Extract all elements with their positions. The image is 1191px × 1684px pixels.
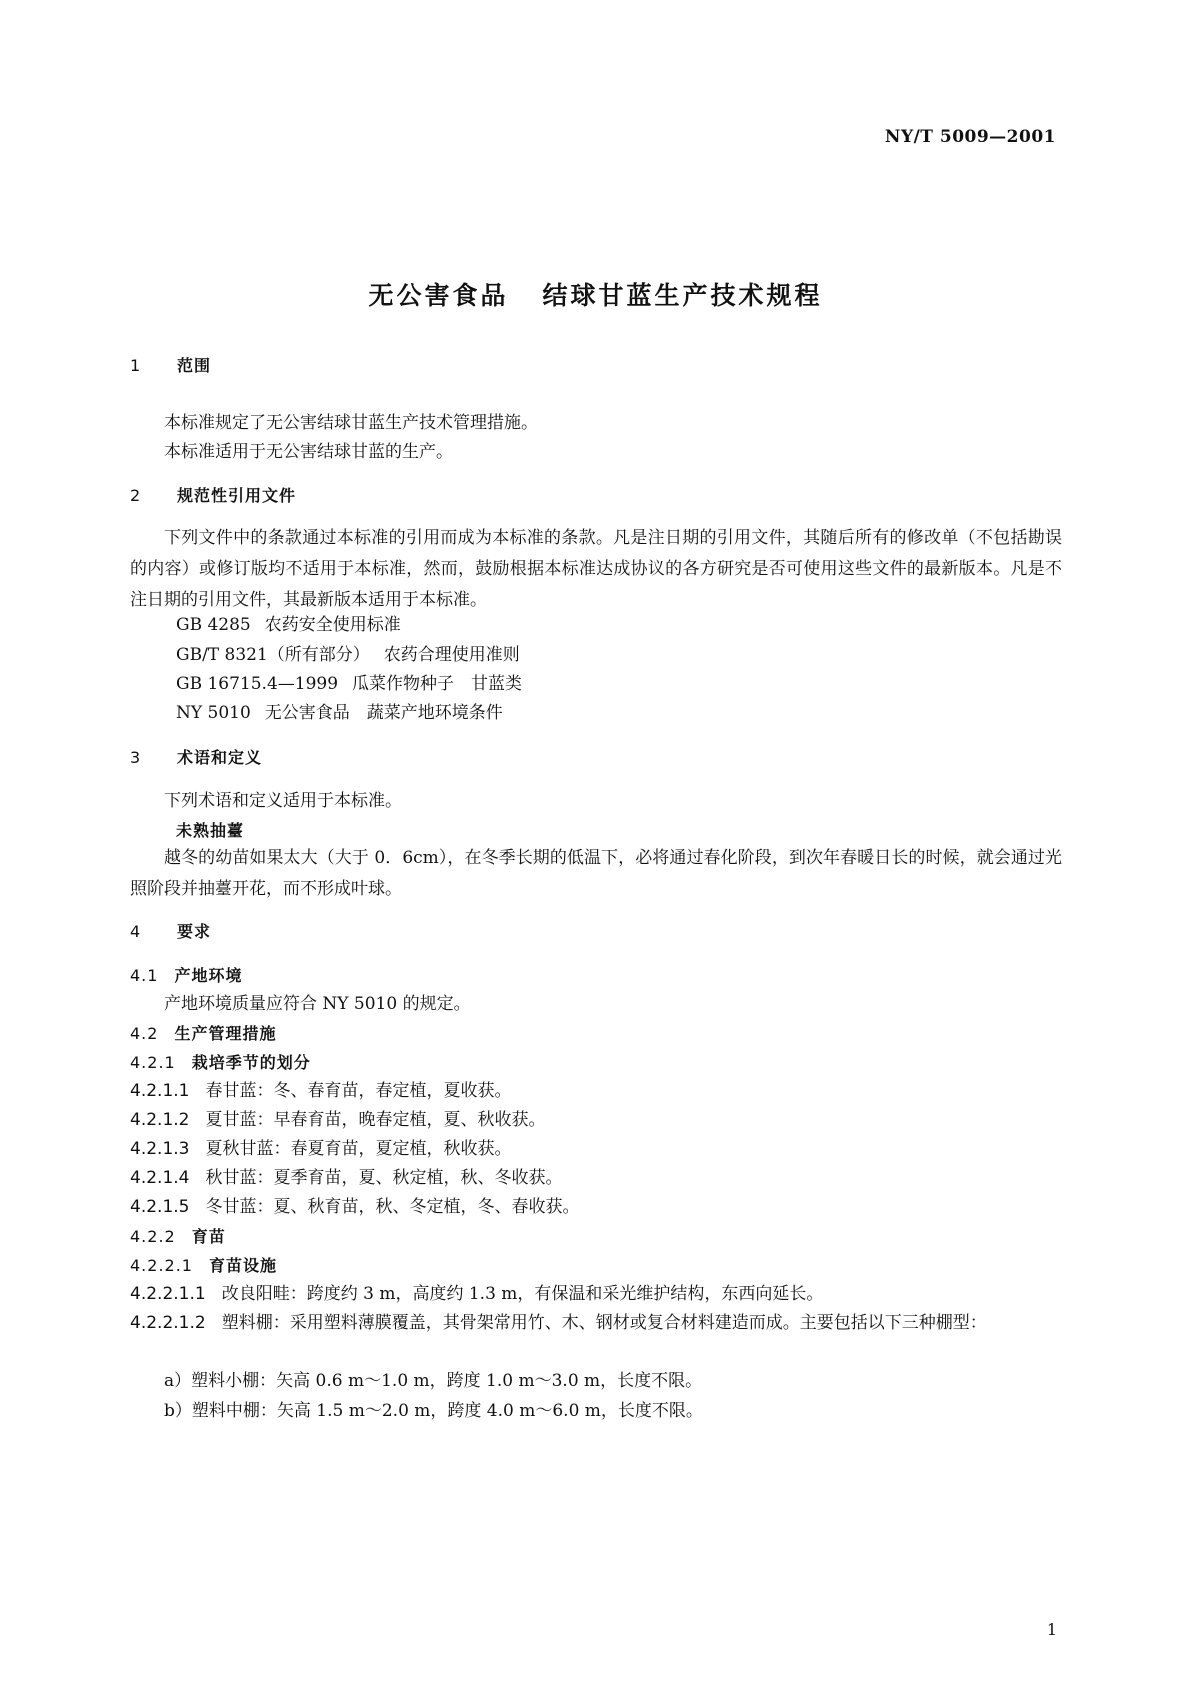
page-number: 1 [1046, 1620, 1057, 1639]
clause-item: 4.2.1.4 秋甘蓝：夏季育苗，夏、秋定植，秋、冬收获。 [130, 1168, 563, 1188]
subsection-heading: 4.1 产地环境 [130, 966, 243, 985]
section-heading: 1 范围 [130, 356, 212, 375]
paragraph: 越冬的幼苗如果太大（大于 0．6cm），在冬季长期的低温下，必将通过春化阶段，到次年春暖日长的时候，就会通过光照阶段并抽薹开花，而不形成叶球。 [130, 848, 1062, 899]
reference-item: NY 5010 无公害食品 蔬菜产地环境条件 [176, 703, 503, 723]
reference-item: GB/T 8321（所有部分） 农药合理使用准则 [176, 645, 520, 665]
section-heading: 2 规范性引用文件 [130, 486, 297, 505]
title-part-1: 无公害食品 [368, 281, 509, 310]
clause-item: 4.2.2.1.2 塑料棚：采用塑料薄膜覆盖，其骨架常用竹、木、钢材或复合材料建造而成。主要包括以下三种棚型： [130, 1313, 987, 1333]
list-item: a）塑料小棚：矢高 0.6 m～1.0 m，跨度 1.0 m～3.0 m，长度不限。 [164, 1371, 703, 1391]
subsection-heading: 4.2.2.1 育苗设施 [130, 1256, 277, 1275]
reference-item: GB 16715.4—1999 瓜菜作物种子 甘蓝类 [176, 674, 523, 694]
subsection-heading: 4.2.1 栽培季节的划分 [130, 1053, 311, 1072]
paragraph: 本标准规定了无公害结球甘蓝生产技术管理措施。 [164, 413, 538, 433]
section-heading: 4 要求 [130, 922, 212, 941]
clause-item: 4.2.1.1 春甘蓝：冬、春育苗，春定植，夏收获。 [130, 1081, 512, 1101]
subsection-heading: 4.2 生产管理措施 [130, 1024, 277, 1043]
section-heading: 3 术语和定义 [130, 748, 263, 767]
paragraph: 下列文件中的条款通过本标准的引用而成为本标准的条款。凡是注日期的引用文件，其随后所有的修改单（不包括勘误的内容）或修订版均不适用于本标准，然而，鼓励根据本标准达成协议的各方研究是否可使用这些文件的最新版本。凡是不注日期的引用文件，其最新版本适用于本标准。 [130, 528, 1062, 610]
clause-item: 4.2.1.3 夏秋甘蓝：春夏育苗，夏定植，秋收获。 [130, 1139, 512, 1159]
paragraph: 本标准适用于无公害结球甘蓝的生产。 [164, 442, 453, 462]
clause-item: 4.2.1.5 冬甘蓝：夏、秋育苗，秋、冬定植，冬、春收获。 [130, 1197, 580, 1217]
clause-item: 4.2.1.2 夏甘蓝：早春育苗，晚春定植，夏、秋收获。 [130, 1110, 546, 1130]
reference-item: GB 4285 农药安全使用标准 [176, 615, 401, 635]
subsection-heading: 4.2.2 育苗 [130, 1227, 226, 1246]
document-title [0, 276, 1191, 312]
list-item: b）塑料中棚：矢高 1.5 m～2.0 m，跨度 4.0 m～6.0 m，长度不限。 [164, 1401, 703, 1421]
title-part-2: 结球甘蓝生产技术规程 [542, 281, 823, 310]
term-heading: 未熟抽薹 [176, 821, 245, 840]
paragraph: 产地环境质量应符合 NY 5010 的规定。 [164, 994, 471, 1014]
paragraph: 下列术语和定义适用于本标准。 [164, 791, 402, 811]
clause-item: 4.2.2.1.1 改良阳畦：跨度约 3 m，高度约 1.3 m，有保温和采光维护结构，东西向延长。 [130, 1284, 824, 1304]
standard-code: NY/T 5009—2001 [884, 127, 1056, 147]
